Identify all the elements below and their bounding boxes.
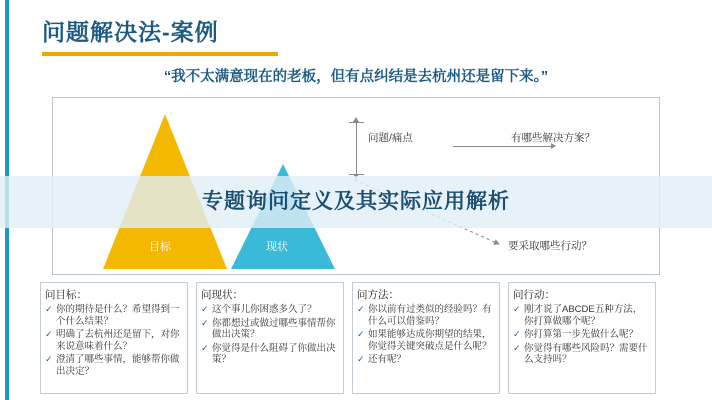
case-quote: “我不太满意现在的老板，但有点纠结是去杭州还是留下来。” bbox=[163, 69, 549, 85]
list-item-text: 澄清了哪些事情，能够帮你做出决定？ bbox=[56, 354, 180, 377]
list-item-text: 这个事儿你困惑多久了？ bbox=[212, 304, 317, 315]
check-icon: ✓ bbox=[357, 304, 365, 314]
check-icon: ✓ bbox=[201, 342, 209, 353]
check-icon: ✓ bbox=[45, 329, 53, 339]
gap-double-arrow-icon bbox=[356, 122, 357, 174]
panel-current-title: 问现状： bbox=[201, 289, 243, 301]
list-item bbox=[45, 354, 183, 377]
title-underline bbox=[42, 52, 278, 56]
list-item bbox=[201, 318, 339, 341]
list-item bbox=[357, 354, 495, 366]
overlay-banner-text: 专题询问定义及其实际应用解析 bbox=[202, 190, 510, 213]
panel-method bbox=[352, 282, 500, 394]
page-title-wrap bbox=[42, 18, 219, 46]
panel-action-title: 问行动： bbox=[513, 289, 555, 301]
list-item bbox=[201, 304, 339, 316]
panel-method-title: 问方法： bbox=[357, 289, 399, 301]
check-icon: ✓ bbox=[513, 342, 521, 353]
check-icon: ✓ bbox=[201, 304, 209, 314]
list-item bbox=[513, 329, 651, 341]
solutions-label: 有哪些解决方案？ bbox=[511, 132, 595, 144]
list-item-text: 你都想过或做过哪些事情帮你做出决策？ bbox=[212, 317, 336, 340]
current-triangle-label: 现状 bbox=[266, 241, 288, 253]
check-icon: ✓ bbox=[357, 329, 365, 339]
solutions-arrow-icon bbox=[453, 146, 551, 147]
check-icon: ✓ bbox=[357, 354, 365, 364]
list-item-text: 你觉得是什么阻碍了你做出决策？ bbox=[212, 342, 336, 365]
list-item bbox=[513, 304, 651, 327]
actions-label: 要采取哪些行动？ bbox=[508, 240, 592, 252]
panel-action bbox=[508, 282, 656, 394]
list-item bbox=[201, 343, 339, 366]
panel-goal-list bbox=[45, 304, 183, 377]
check-icon: ✓ bbox=[201, 317, 209, 328]
panel-current bbox=[196, 282, 344, 394]
check-icon: ✓ bbox=[513, 304, 521, 314]
list-item bbox=[357, 329, 495, 352]
list-item bbox=[357, 304, 495, 327]
list-item-text: 你的期待是什么？希望得到一个什么结果？ bbox=[56, 304, 180, 327]
list-item-text: 刚才说了ABCDE五种方法，你打算做哪个呢？ bbox=[524, 304, 643, 327]
panel-goal bbox=[40, 282, 188, 394]
list-item-text: 你觉得有哪些风险吗？需要什么支持吗？ bbox=[524, 342, 648, 365]
panel-current-list bbox=[201, 304, 339, 366]
list-item-text: 如果能够达成你期望的结果，你觉得关键突破点是什么呢？ bbox=[368, 329, 492, 352]
check-icon: ✓ bbox=[45, 304, 53, 314]
page-title: 问题解决法-案例 bbox=[42, 19, 219, 45]
panel-goal-title: 问目标： bbox=[45, 289, 87, 301]
list-item-text: 还有呢？ bbox=[368, 354, 407, 365]
list-item bbox=[45, 329, 183, 352]
check-icon: ✓ bbox=[513, 329, 521, 339]
question-panels bbox=[40, 282, 672, 394]
list-item bbox=[45, 304, 183, 327]
check-icon: ✓ bbox=[45, 354, 53, 364]
list-item bbox=[513, 343, 651, 366]
panel-action-list bbox=[513, 304, 651, 366]
list-item-text: 你以前有过类似的经验吗？有什么可以借鉴吗？ bbox=[368, 304, 492, 327]
gap-label: 问题/痛点 bbox=[368, 132, 413, 144]
list-item-text: 明确了去杭州还是留下，对你来说意味着什么？ bbox=[56, 329, 180, 352]
list-item-text: 你打算第一步先做什么呢？ bbox=[524, 329, 639, 340]
goal-triangle-label: 目标 bbox=[149, 241, 171, 253]
panel-method-list bbox=[357, 304, 495, 366]
